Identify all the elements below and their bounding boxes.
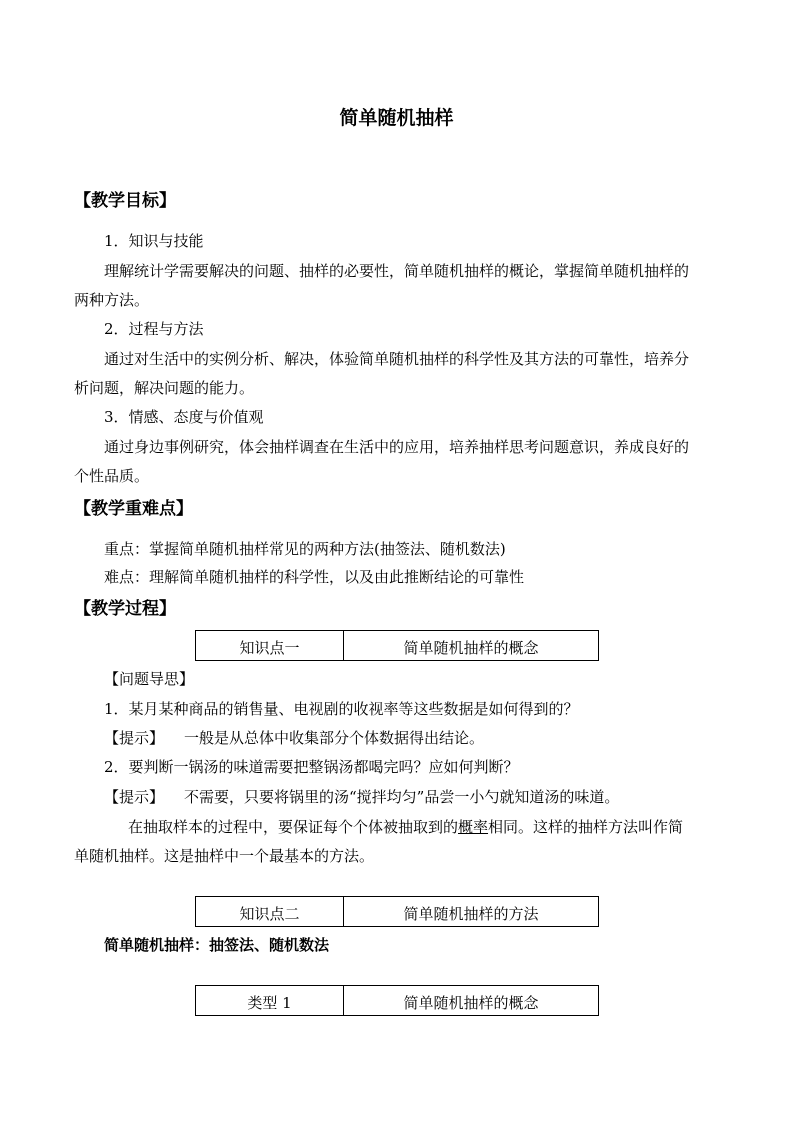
- definition-paragraph-line2: 单随机抽样。这是抽样中一个最基本的方法。: [74, 847, 375, 865]
- objective-3-text-line1: 通过身边事例研究，体会抽样调查在生活中的应用，培养抽样思考问题意识，养成良好的: [104, 438, 690, 456]
- guide-questions-label: 【问题导思】: [104, 670, 195, 688]
- objective-2-text-line1: 通过对生活中的实例分析、解决，体验简单随机抽样的科学性及其方法的可靠性，培养分: [104, 350, 690, 368]
- objective-1-title: 1．知识与技能: [104, 232, 204, 250]
- section-heading-process: 【教学过程】: [74, 599, 176, 619]
- knowledge-box-2-label: 知识点二: [196, 897, 344, 926]
- objective-2-title: 2．过程与方法: [104, 320, 204, 338]
- document-title: 简单随机抽样: [339, 107, 454, 129]
- hint-2: [104, 786, 619, 808]
- definition-paragraph-line1: 在抽取样本的过程中，要保证每个个体被抽取到的概率相同。这样的抽样方法叫作简: [128, 818, 684, 836]
- hint-1: [104, 727, 484, 749]
- key-point-text: 重点：掌握简单随机抽样常见的两种方法(抽签法、随机数法): [104, 540, 506, 558]
- objective-1-text-line1: 理解统计学需要解决的问题、抽样的必要性，简单随机抽样的概论，掌握简单随机抽样的: [104, 262, 690, 280]
- knowledge-box-1-label: 知识点一: [196, 631, 344, 660]
- question-2: 2．要判断一锅汤的味道需要把整锅汤都喝完吗？应如何判断？: [104, 758, 519, 776]
- underlined-term-probability: 概率: [458, 818, 489, 836]
- difficult-point-text: 难点：理解简单随机抽样的科学性，以及由此推断结论的可靠性: [104, 568, 525, 586]
- hint-2-text: 不需要，只要将锅里的汤“搅拌均匀”品尝一小勺就知道汤的味道。: [184, 788, 620, 806]
- knowledge-box-1-title: 简单随机抽样的概念: [403, 639, 539, 657]
- section-heading-key-points: 【教学重难点】: [74, 499, 193, 519]
- section-heading-objectives: 【教学目标】: [74, 191, 176, 211]
- knowledge-box-2-title: 简单随机抽样的方法: [403, 905, 539, 923]
- question-1: 1．某月某种商品的销售量、电视剧的收视率等这些数据是如何得到的？: [104, 700, 579, 718]
- type-box-1-label: 类型 1: [196, 986, 344, 1015]
- hint-2-label: 【提示】: [104, 788, 165, 806]
- sampling-methods-line: 简单随机抽样：抽签法、随机数法: [104, 936, 330, 954]
- objective-2-text-line2: 析问题，解决问题的能力。: [74, 379, 255, 397]
- type-box-1-title: 简单随机抽样的概念: [403, 994, 539, 1012]
- type-box-1: [195, 985, 599, 1016]
- knowledge-box-2: [195, 896, 599, 927]
- objective-1-text-line2: 两种方法。: [74, 291, 150, 309]
- objective-3-text-line2: 个性品质。: [74, 467, 150, 485]
- objective-3-title: 3．情感、态度与价值观: [104, 408, 264, 426]
- hint-1-label: 【提示】: [104, 729, 165, 747]
- hint-1-text: 一般是从总体中收集部分个体数据得出结论。: [184, 729, 485, 747]
- knowledge-box-1: [195, 630, 599, 661]
